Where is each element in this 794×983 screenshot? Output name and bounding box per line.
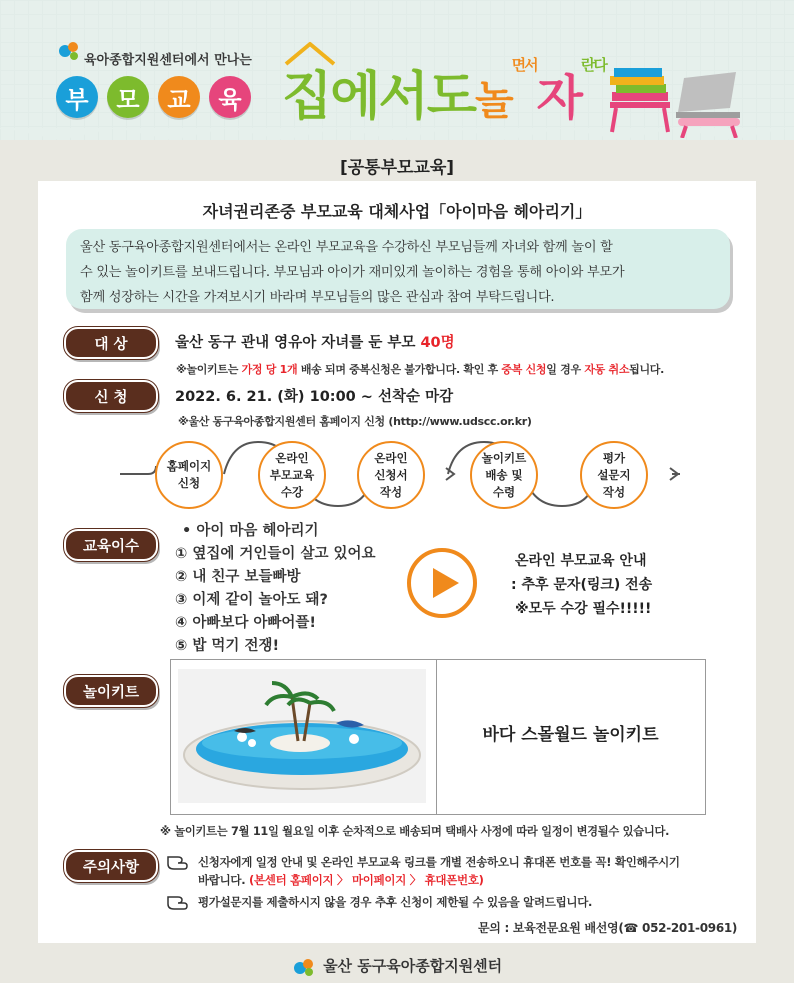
caution-line-2 xyxy=(198,872,484,888)
target-note-part: 배송 되며 중복신청은 불가합니다. 확인 후 xyxy=(300,363,498,376)
curriculum-item-1: ① 옆집에 거인들이 살고 있어요 xyxy=(175,546,376,562)
step-3-line: 온라인 xyxy=(374,450,408,465)
program-char-4: 육 xyxy=(209,76,251,118)
target-description: 울산 동구 관내 영유아 자녀를 둔 부모 xyxy=(175,335,416,351)
caution-path-highlight: (본센터 홈페이지 〉 마이페이지 〉 휴대폰번호) xyxy=(249,873,484,887)
intro-line-2: 수 있는 놀이키트를 보내드립니다. 부모님과 아이가 재미있게 놀이하는 경험을 통해 아이와 부모가 xyxy=(80,265,625,280)
kit-note: ※ 놀이키트는 7월 11일 월요일 이후 순차적으로 배송되며 택배사 사정에 따라 일정이 변경될수 있습니다. xyxy=(160,825,670,838)
books-stool-laptop-illustration xyxy=(606,62,756,138)
step-2 xyxy=(258,441,326,509)
target-note-highlight: 자동 취소 xyxy=(584,363,630,376)
kit-name: 바다 스몰월드 놀이키트 xyxy=(482,725,659,745)
caution-line-3: 평가설문지를 제출하시지 않을 경우 추후 신청이 제한될 수 있음을 알려드립니다. xyxy=(198,895,593,909)
footer-logo-icon xyxy=(292,956,318,978)
center-subtitle: 육아종합지원센터에서 만나는 xyxy=(84,53,252,68)
intro-box xyxy=(66,229,730,309)
target-count: 40명 xyxy=(420,335,455,351)
target-label: 대 상 xyxy=(64,327,158,359)
pointing-hand-icon xyxy=(166,851,188,871)
curriculum-item-4: ④ 아빠보다 아빠어플! xyxy=(175,615,317,631)
online-title: 온라인 부모교육 안내 xyxy=(515,553,647,569)
headline-word-end: 란다 xyxy=(580,56,606,74)
step-4-line: 배송 및 xyxy=(485,467,523,482)
program-char-2: 모 xyxy=(107,76,149,118)
program-char-3: 교 xyxy=(158,76,200,118)
step-5-line: 작성 xyxy=(602,484,626,499)
online-sub: : 추후 문자(링크) 전송 xyxy=(511,577,653,593)
step-3 xyxy=(357,441,425,509)
online-required: ※모두 수강 필수!!!!! xyxy=(515,601,652,617)
caution-label: 주의사항 xyxy=(64,850,158,882)
target-note-part: ※놀이키트는 xyxy=(176,363,239,376)
step-2-line: 온라인 xyxy=(275,450,309,465)
headline-word-while: 면서 xyxy=(511,56,537,74)
main-heading: 자녀권리존중 부모교육 대체사업「아이마음 헤아리기」 xyxy=(202,202,592,221)
center-logo-icon xyxy=(56,38,82,64)
step-2-line: 수강 xyxy=(280,484,304,499)
footer-center-name: 울산 동구육아종합지원센터 xyxy=(323,957,503,975)
step-1 xyxy=(155,441,223,509)
curriculum-item-2: ② 내 친구 보들빠방 xyxy=(175,569,301,585)
curriculum-label: 교육이수 xyxy=(64,529,158,561)
kit-label: 놀이키트 xyxy=(64,675,158,707)
program-char-1: 부 xyxy=(56,76,98,118)
intro-line-1: 울산 동구육아종합지원센터에서는 온라인 부모교육을 수강하신 부모님들께 자녀와 함께 놀이 할 xyxy=(80,240,613,255)
target-note xyxy=(176,361,664,377)
intro-line-3: 함께 성장하는 시간을 가져보시기 바라며 부모님들의 많은 관심과 참여 부탁드립니다. xyxy=(80,290,555,305)
headline-word-home: 집에서도 xyxy=(282,67,475,127)
step-1-line: 신청 xyxy=(177,476,201,490)
apply-label: 신 청 xyxy=(64,380,158,412)
step-1-line: 홈페이지 xyxy=(166,459,212,473)
target-note-part: 됩니다. xyxy=(629,363,665,376)
step-5 xyxy=(580,441,648,509)
step-2-line: 부모교육 xyxy=(269,467,315,482)
curriculum-item-5: ⑤ 밥 먹기 전쟁! xyxy=(175,638,280,654)
play-icon[interactable] xyxy=(405,546,479,620)
step-4-line: 수령 xyxy=(492,484,516,499)
curriculum-item-3: ③ 이제 같이 놀아도 돼? xyxy=(175,592,328,608)
step-4 xyxy=(470,441,538,509)
curriculum-item-0: • 아이 마음 헤아리기 xyxy=(182,523,319,539)
target-text xyxy=(175,331,455,352)
apply-text: 2022. 6. 21. (화) 10:00 ~ 선착순 마감 xyxy=(175,389,454,405)
target-note-highlight: 가정 당 1개 xyxy=(241,363,298,376)
kit-photo xyxy=(178,669,426,803)
target-note-highlight: 중복 신청 xyxy=(501,363,547,376)
step-5-line: 평가 xyxy=(602,450,626,465)
apply-note: ※울산 동구육아종합지원센터 홈페이지 신청 (http://www.udscc.or.kr) xyxy=(178,415,532,428)
headline-word-grow: 자 xyxy=(536,70,581,126)
headline-title xyxy=(282,54,606,129)
headline-word-play: 놀 xyxy=(474,78,512,124)
step-4-line: 놀이키트 xyxy=(481,450,527,465)
step-3-line: 신청서 xyxy=(374,467,408,482)
section-title: [공통부모교육] xyxy=(339,158,455,178)
step-3-line: 작성 xyxy=(379,484,403,499)
caution-line-1: 신청자에게 일정 안내 및 온라인 부모교육 링크를 개별 전송하오니 휴대폰 번호를 꼭! 확인해주시기 xyxy=(198,855,680,869)
target-note-part: 일 경우 xyxy=(546,363,581,376)
step-5-line: 설문지 xyxy=(597,467,631,482)
footer xyxy=(0,955,794,978)
pointing-hand-icon xyxy=(166,891,188,911)
contact-info: 문의 : 보육전문요원 배선영(☎ 052-201-0961) xyxy=(478,921,738,935)
caution-line-2-text: 바랍니다. xyxy=(198,873,246,887)
